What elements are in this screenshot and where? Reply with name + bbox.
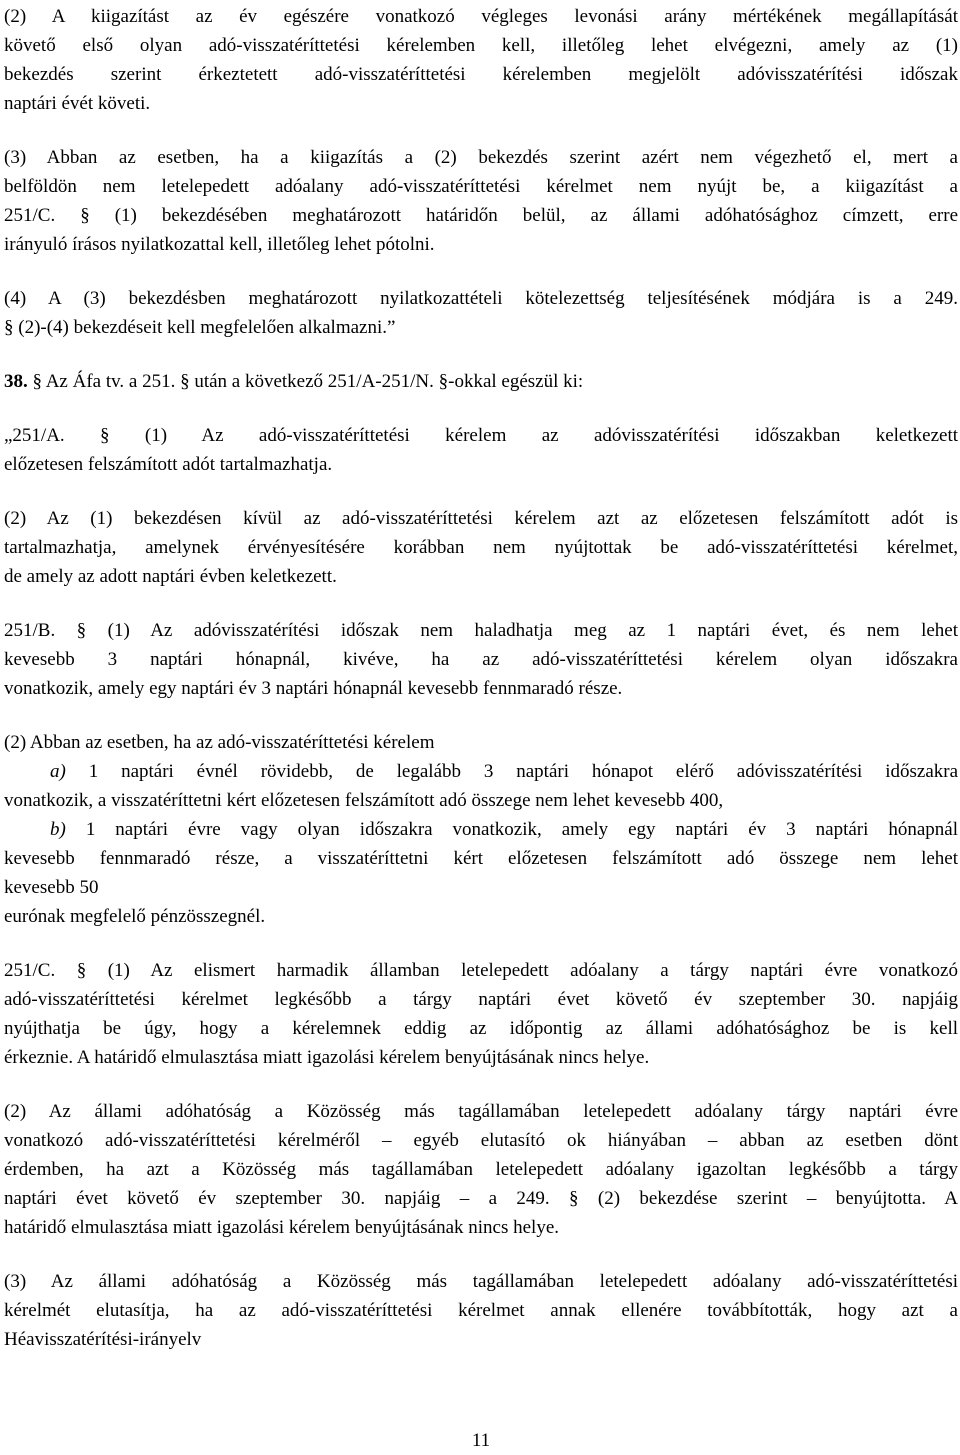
text-line: kevesebb fennmaradó része, a visszatéríttetni kért előzetesen felszámított adó összege nem lehet bbox=[4, 848, 958, 869]
section-251b-1 bbox=[4, 616, 958, 703]
section-251b-2 bbox=[4, 728, 958, 931]
text-line: bekezdés szerint érkeztetett adó-visszatéríttetési kérelemben megjelölt adóvisszatérítési időszak bbox=[4, 64, 958, 85]
page-number: 11 bbox=[471, 1430, 491, 1451]
text-line bbox=[4, 367, 958, 396]
list-item-a-text: 1 naptári évnél rövidebb, de legalább 3 naptári hónapot elérő adóvisszatérítési időszakra bbox=[88, 761, 959, 782]
text-line: nyújthatja be úgy, hogy a kérelemnek eddig az időpontig az állami adóhatósághoz be is kell bbox=[4, 1018, 958, 1039]
text-line: irányuló írásos nyilatkozattal kell, illetőleg lehet pótolni. bbox=[4, 234, 435, 255]
text-line: érkeznie. A határidő elmulasztása miatt igazolási kérelem benyújtásának nincs helye. bbox=[4, 1047, 650, 1068]
text-line: belföldön nem letelepedett adóalany adó-visszatéríttetési kérelmet nem nyújt be, a kiigazítást a bbox=[4, 176, 958, 197]
list-label-b: b) bbox=[50, 819, 66, 840]
text-line: naptári évet követő év szeptember 30. napjáig – a 249. § (2) bekezdése szerint – benyújtotta. A bbox=[4, 1188, 958, 1209]
section-number: 38. bbox=[4, 371, 28, 392]
text-line bbox=[4, 815, 958, 844]
section-251c-1 bbox=[4, 956, 958, 1072]
list-item-b-text: 1 naptári évre vagy olyan időszakra vonatkozik, amely egy naptári év 3 naptári hónapnál bbox=[85, 819, 959, 840]
section-text: § Az Áfa tv. a 251. § után a következő 251/A-251/N. §-okkal egészül ki: bbox=[32, 371, 584, 392]
text-line: naptári évét követi. bbox=[4, 93, 151, 114]
section-38-heading bbox=[4, 367, 958, 396]
text-line: (3) Az állami adóhatóság a Közösség más tagállamában letelepedett adóalany adó-visszatéríttetési bbox=[4, 1271, 958, 1292]
list-label-a: a) bbox=[50, 761, 66, 782]
section-251c-3 bbox=[4, 1267, 958, 1354]
section-251a-1 bbox=[4, 421, 958, 479]
text-line: kérelmét elutasítja, ha az adó-visszatéríttetési kérelmet annak ellenére továbbították, hogy azt a bbox=[4, 1300, 958, 1321]
text-line: vonatkozik, amely egy naptári év 3 naptári hónapnál kevesebb fennmaradó része. bbox=[4, 678, 623, 699]
paragraph-3-correction bbox=[4, 143, 958, 259]
text-line: tartalmazhatja, amelynek érvényesítésére korábban nem nyújtottak be adó-visszatéríttetési kérelmet, bbox=[4, 537, 958, 558]
text-line: adó-visszatéríttetési kérelmet legkésőbb a tárgy naptári évet követő év szeptember 30. napjáig bbox=[4, 989, 958, 1010]
text-line: (2) A kiigazítást az év egészére vonatkozó végleges levonási arány mértékének megállapítását bbox=[4, 6, 958, 27]
text-line: „251/A. § (1) Az adó-visszatéríttetési kérelem az adóvisszatérítési időszakban keletkezett bbox=[4, 425, 958, 446]
document-page bbox=[4, 0, 958, 1455]
text-line: előzetesen felszámított adót tartalmazhatja. bbox=[4, 454, 333, 475]
section-251a-2 bbox=[4, 504, 958, 591]
text-line: vonatkozó adó-visszatéríttetési kérelméről – egyéb elutasító ok hiányában – abban az esetben dönt bbox=[4, 1130, 958, 1151]
text-line: de amely az adott naptári évben keletkezett. bbox=[4, 566, 337, 587]
text-line: érdemben, ha azt a Közösség más tagállamában letelepedett adóalany igazoltan legkésőbb a tárgy bbox=[4, 1159, 958, 1180]
text-line: Héavisszatérítési-irányelv bbox=[4, 1329, 202, 1350]
paragraph-4-declaration bbox=[4, 284, 958, 342]
text-line: határidő elmulasztása miatt igazolási kérelem benyújtásának nincs helye. bbox=[4, 1217, 560, 1238]
text-line: 251/B. § (1) Az adóvisszatérítési időszak nem haladhatja meg az 1 naptári évet, és nem lehet bbox=[4, 620, 958, 641]
text-line: (2) Az állami adóhatóság a Közösség más tagállamában letelepedett adóalany tárgy naptári évre bbox=[4, 1101, 958, 1122]
text-line: (2) Az (1) bekezdésen kívül az adó-visszatéríttetési kérelem azt az előzetesen felszámított adót is bbox=[4, 508, 958, 529]
text-line: 251/C. § (1) bekezdésében meghatározott határidőn belül, az állami adóhatósághoz címzett, erre bbox=[4, 205, 958, 226]
section-251c-2 bbox=[4, 1097, 958, 1242]
text-line: § (2)-(4) bekezdéseit kell megfelelően alkalmazni.” bbox=[4, 317, 396, 338]
text-line: kevesebb 3 naptári hónapnál, kivéve, ha az adó-visszatéríttetési kérelem olyan időszakra bbox=[4, 649, 958, 670]
text-line: követő első olyan adó-visszatéríttetési kérelemben kell, illetőleg lehet elvégezni, amely az (1) bbox=[4, 35, 958, 56]
text-line: (2) Abban az esetben, ha az adó-visszatéríttetési kérelem bbox=[4, 732, 435, 753]
text-line: 251/C. § (1) Az elismert harmadik államban letelepedett adóalany a tárgy naptári évre vonatkozó bbox=[4, 960, 958, 981]
paragraph-2-adjustment bbox=[4, 2, 958, 118]
text-line: (3) Abban az esetben, ha a kiigazítás a (2) bekezdés szerint azért nem végezhető el, mert a bbox=[4, 147, 958, 168]
text-line: kevesebb 50 bbox=[4, 877, 99, 898]
text-line: eurónak megfelelő pénzösszegnél. bbox=[4, 906, 266, 927]
document-body bbox=[4, 0, 958, 1354]
text-line bbox=[4, 757, 958, 786]
text-line: vonatkozik, a visszatéríttetni kért előzetesen felszámított adó összege nem lehet kevesebb 400, bbox=[4, 790, 724, 811]
text-line: (4) A (3) bekezdésben meghatározott nyilatkozattételi kötelezettség teljesítésének módjára is a 249. bbox=[4, 288, 958, 309]
